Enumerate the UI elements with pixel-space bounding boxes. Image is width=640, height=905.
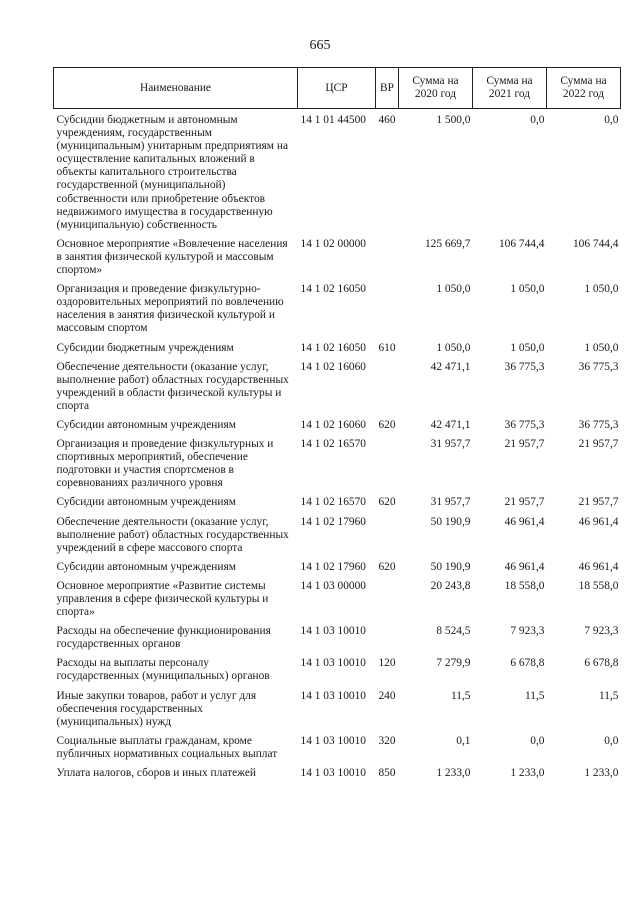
row-vr: 610 <box>378 341 396 354</box>
row-csr: 14 1 02 16050 <box>300 283 366 296</box>
row-csr: 14 1 02 16060 <box>300 360 366 373</box>
table-row <box>54 339 621 358</box>
table-row <box>54 280 621 338</box>
row-name: Обеспечение деятельности (оказание услуг, выполнение работ) областных государственных учреждений в области физической культуры и спорта <box>56 360 289 412</box>
row-csr: 14 1 02 16050 <box>300 341 366 354</box>
row-sum-2022: 36 775,3 <box>578 418 619 431</box>
row-sum-2021: 21 957,7 <box>504 496 545 509</box>
row-name: Субсидии автономным учреждениям <box>56 418 236 431</box>
row-name: Основное мероприятие «Вовлечение населения в занятия физической культурой и массовым спортом» <box>56 237 288 277</box>
page-number: 665 <box>309 38 331 53</box>
header-sum-2020: Сумма на 2020 год <box>399 68 473 109</box>
row-sum-2021: 0,0 <box>530 734 545 747</box>
table-row <box>54 435 621 493</box>
row-vr: 620 <box>378 418 396 431</box>
row-vr: 320 <box>378 734 396 747</box>
row-sum-2020: 50 190,9 <box>430 560 471 573</box>
row-sum-2020: 31 957,7 <box>430 438 471 451</box>
header-csr: ЦСР <box>298 68 376 109</box>
row-csr: 14 1 02 17960 <box>300 560 366 573</box>
row-sum-2022: 18 558,0 <box>578 579 619 592</box>
table-row <box>54 764 621 783</box>
row-csr: 14 1 03 00000 <box>300 579 366 592</box>
row-csr: 14 1 02 16570 <box>300 496 366 509</box>
row-name: Субсидии автономным учреждениям <box>56 496 236 509</box>
table-row <box>54 235 621 280</box>
row-sum-2020: 1 050,0 <box>436 283 471 296</box>
row-csr: 14 1 02 17960 <box>300 515 366 528</box>
row-csr: 14 1 01 44500 <box>300 114 366 126</box>
row-sum-2021: 7 923,3 <box>510 625 545 638</box>
row-vr: 240 <box>378 689 396 702</box>
row-csr: 14 1 03 10010 <box>300 689 366 702</box>
row-sum-2021: 36 775,3 <box>504 418 545 431</box>
row-name: Субсидии автономным учреждениям <box>56 560 236 573</box>
row-name: Обеспечение деятельности (оказание услуг, выполнение работ) областных государственных учреждений в сфере массового спорта <box>56 515 289 554</box>
row-vr: 620 <box>378 496 396 509</box>
row-name: Организация и проведение физкультурно-оздоровительных мероприятий по вовлечению населения в занятия физической культурой и массовым спортом <box>56 283 284 335</box>
table-row <box>54 109 621 235</box>
row-sum-2022: 46 961,4 <box>578 560 619 573</box>
table-row <box>54 358 621 416</box>
row-sum-2020: 7 279,9 <box>436 657 471 670</box>
row-name: Организация и проведение физкультурных и спортивных мероприятий, обеспечение подготовки и участия спортсменов в соревнованиях различного уровня <box>56 438 274 490</box>
row-vr: 120 <box>378 657 396 670</box>
table-row <box>54 732 621 764</box>
row-sum-2020: 20 243,8 <box>430 579 471 592</box>
row-sum-2022: 21 957,7 <box>578 438 619 451</box>
row-sum-2021: 6 678,8 <box>510 657 545 670</box>
row-sum-2021: 46 961,4 <box>504 515 545 528</box>
row-name: Субсидии бюджетным и автономным учреждениям, государственным (муниципальным) унитарным предприятиям на осуществление капитальных вложений в объекты капитального строительства государственной (муниципальной) собственности или приобретение объектов недвижимого имущества в государственную (муниципальную) собственность <box>56 114 289 231</box>
row-name: Уплата налогов, сборов и иных платежей <box>56 767 256 780</box>
row-csr: 14 1 03 10010 <box>300 657 366 670</box>
row-vr <box>376 280 399 338</box>
table-row <box>54 654 621 686</box>
row-vr <box>376 513 399 558</box>
row-vr <box>376 577 399 622</box>
row-sum-2021: 11,5 <box>524 689 545 702</box>
row-sum-2020: 1 500,0 <box>436 114 471 126</box>
table-row <box>54 493 621 512</box>
row-sum-2022: 11,5 <box>598 689 619 702</box>
row-sum-2021: 36 775,3 <box>504 360 545 373</box>
row-csr: 14 1 02 16570 <box>300 438 366 451</box>
row-sum-2021: 46 961,4 <box>504 560 545 573</box>
budget-table <box>53 67 621 783</box>
row-vr: 850 <box>378 767 396 780</box>
table-row <box>54 577 621 622</box>
row-sum-2021: 1 050,0 <box>510 283 545 296</box>
row-csr: 14 1 02 16060 <box>300 418 366 431</box>
row-sum-2020: 42 471,1 <box>430 360 471 373</box>
row-name: Иные закупки товаров, работ и услуг для обеспечения государственных (муниципальных) нужд <box>56 689 257 728</box>
table-row <box>54 416 621 435</box>
row-sum-2021: 21 957,7 <box>504 438 545 451</box>
row-csr: 14 1 02 00000 <box>300 237 366 250</box>
row-sum-2020: 8 524,5 <box>436 625 471 638</box>
row-csr: 14 1 03 10010 <box>300 767 366 780</box>
row-sum-2020: 50 190,9 <box>430 515 471 528</box>
table-row <box>54 687 621 732</box>
row-sum-2022: 0,0 <box>604 734 619 747</box>
row-vr: 620 <box>378 560 396 573</box>
row-vr: 460 <box>378 114 396 126</box>
row-sum-2021: 0,0 <box>530 114 545 126</box>
row-sum-2020: 42 471,1 <box>430 418 471 431</box>
row-sum-2020: 0,1 <box>456 734 471 747</box>
header-name: Наименование <box>54 68 298 109</box>
row-name: Социальные выплаты гражданам, кроме публичных нормативных социальных выплат <box>56 734 278 760</box>
table-row <box>54 558 621 577</box>
row-sum-2022: 1 050,0 <box>584 341 619 354</box>
row-sum-2022: 106 744,4 <box>572 237 619 250</box>
table-row <box>54 513 621 558</box>
row-csr: 14 1 03 10010 <box>300 734 366 747</box>
row-vr <box>376 235 399 280</box>
header-vr: ВР <box>376 68 399 109</box>
row-sum-2022: 1 233,0 <box>584 767 619 780</box>
row-sum-2021: 106 744,4 <box>498 237 545 250</box>
table-header <box>54 68 621 109</box>
row-name: Расходы на выплаты персоналу государственных (муниципальных) органов <box>56 657 270 683</box>
header-row <box>54 68 621 109</box>
row-sum-2022: 21 957,7 <box>578 496 619 509</box>
row-vr <box>376 358 399 416</box>
row-sum-2020: 11,5 <box>450 689 471 702</box>
row-csr: 14 1 03 10010 <box>300 625 366 638</box>
row-sum-2022: 46 961,4 <box>578 515 619 528</box>
row-sum-2022: 1 050,0 <box>584 283 619 296</box>
header-sum-2022: Сумма на 2022 год <box>547 68 621 109</box>
row-name: Основное мероприятие «Развитие системы управления в сфере физической культуры и спорта» <box>56 579 269 619</box>
header-sum-2021: Сумма на 2021 год <box>473 68 547 109</box>
row-sum-2020: 1 233,0 <box>436 767 471 780</box>
row-sum-2020: 31 957,7 <box>430 496 471 509</box>
row-sum-2020: 1 050,0 <box>436 341 471 354</box>
row-vr <box>376 435 399 493</box>
row-sum-2021: 18 558,0 <box>504 579 545 592</box>
table-body <box>54 109 621 784</box>
row-name: Расходы на обеспечение функционирования государственных органов <box>56 625 271 651</box>
row-sum-2020: 125 669,7 <box>424 237 471 250</box>
table-row <box>54 622 621 654</box>
row-sum-2021: 1 050,0 <box>510 341 545 354</box>
row-vr <box>376 622 399 654</box>
row-sum-2022: 36 775,3 <box>578 360 619 373</box>
row-sum-2021: 1 233,0 <box>510 767 545 780</box>
row-sum-2022: 0,0 <box>604 114 619 126</box>
row-name: Субсидии бюджетным учреждениям <box>56 341 234 354</box>
row-sum-2022: 7 923,3 <box>584 625 619 638</box>
row-sum-2022: 6 678,8 <box>584 657 619 670</box>
